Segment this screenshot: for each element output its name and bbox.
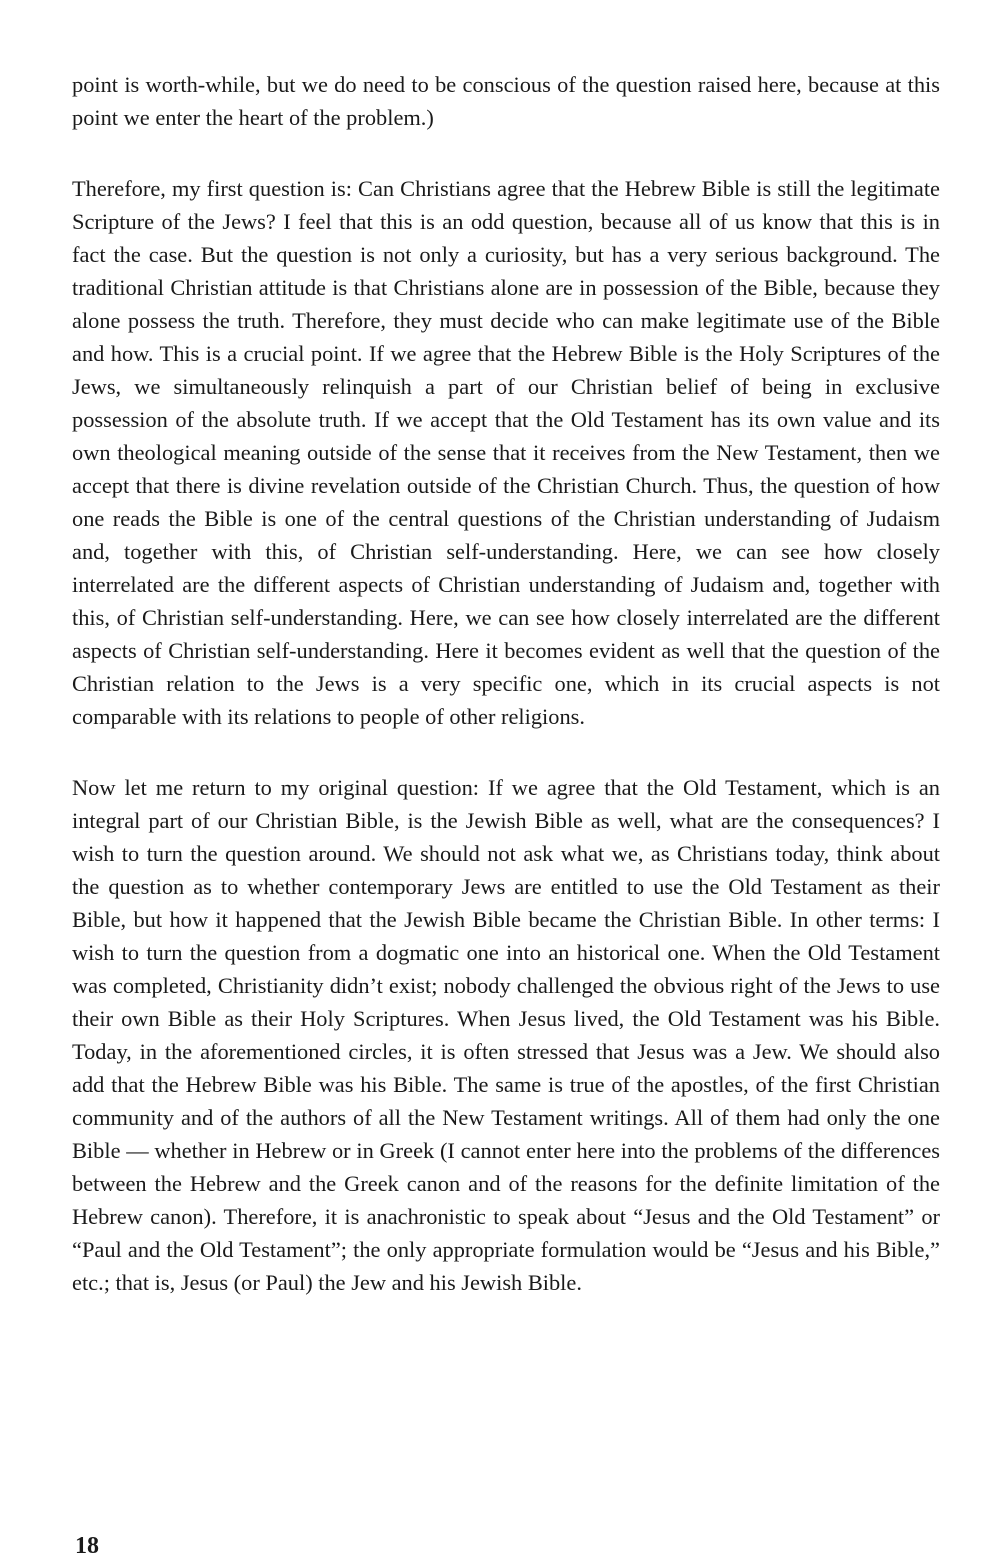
paragraph-1: point is worth-while, but we do need to be conscious of the question raised here, because at this point we enter the heart of the problem.) [72,72,940,130]
paragraph-3: Now let me return to my original question: If we agree that the Old Testament, which is an integral part of our Christian Bible, is the Jewish Bible as well, what are the consequences? I wish to turn the question around. We should not ask what we, as Christians today, think about the question as to whether contemporary Jews are entitled to use the Old Testament as their Bible, but how it happened that the Jewish Bible became the Christian Bible. In other terms: I wish to turn the question from a dogmatic one into an historical one. When the Old Testament was completed, Christianity didn’t exist; nobody challenged the obvious right of the Jews to use their own Bible as their Holy Scriptures. When Jesus lived, the Old Testament was his Bible. Today, in the aforementioned circles, it is often stressed that Jesus was a Jew. We should also add that the Hebrew Bible was his Bible. The same is true of the apostles, of the first Christian community and of the authors of all the New Testament writings. All of them had only the one Bible — whether in Hebrew or in Greek (I cannot enter here into the problems of the differences between the Hebrew and the Greek canon and of the reasons for the definite limitation of the Hebrew canon). Therefore, it is anachronistic to speak about “Jesus and the Old Testament” or “Paul and the Old Testament”; the only appropriate formulation would be “Jesus and his Bible,” etc.; that is, Jesus (or Paul) the Jew and his Jewish Bible. [72,775,940,1295]
paragraph-2: Therefore, my first question is: Can Christians agree that the Hebrew Bible is still the legitimate Scripture of the Jews? I feel that this is an odd question, because all of us know that this is in fact the case. But the question is not only a curiosity, but has a very serious background. The traditional Christian attitude is that Christians alone are in possession of the Bible, because they alone possess the truth. Therefore, they must decide who can make legitimate use of the Bible and how. This is a crucial point. If we agree that the Hebrew Bible is the Holy Scriptures of the Jews, we simultaneously relinquish a part of our Christian belief of being in exclusive possession of the absolute truth. If we accept that the Old Testament has its own value and its own theological meaning outside of the sense that it receives from the New Testament, then we accept that there is divine revelation outside of the Christian Church. Thus, the question of how one reads the Bible is one of the central questions of the Christian understanding of Judaism and, together with this, of Christian self-understanding. Here, we can see how closely interrelated are the different aspects of Christian understanding of Judaism and, together with this, of Christian self-understanding. Here, we can see how closely interrelated are the different aspects of Christian self-understanding. Here it becomes evident as well that the question of the Christian relation to the Jews is a very specific one, which in its crucial aspects is not comparable with its relations to people of other religions. [72,176,940,729]
page-body [72,68,940,1299]
page-number: 18 [75,1533,99,1559]
